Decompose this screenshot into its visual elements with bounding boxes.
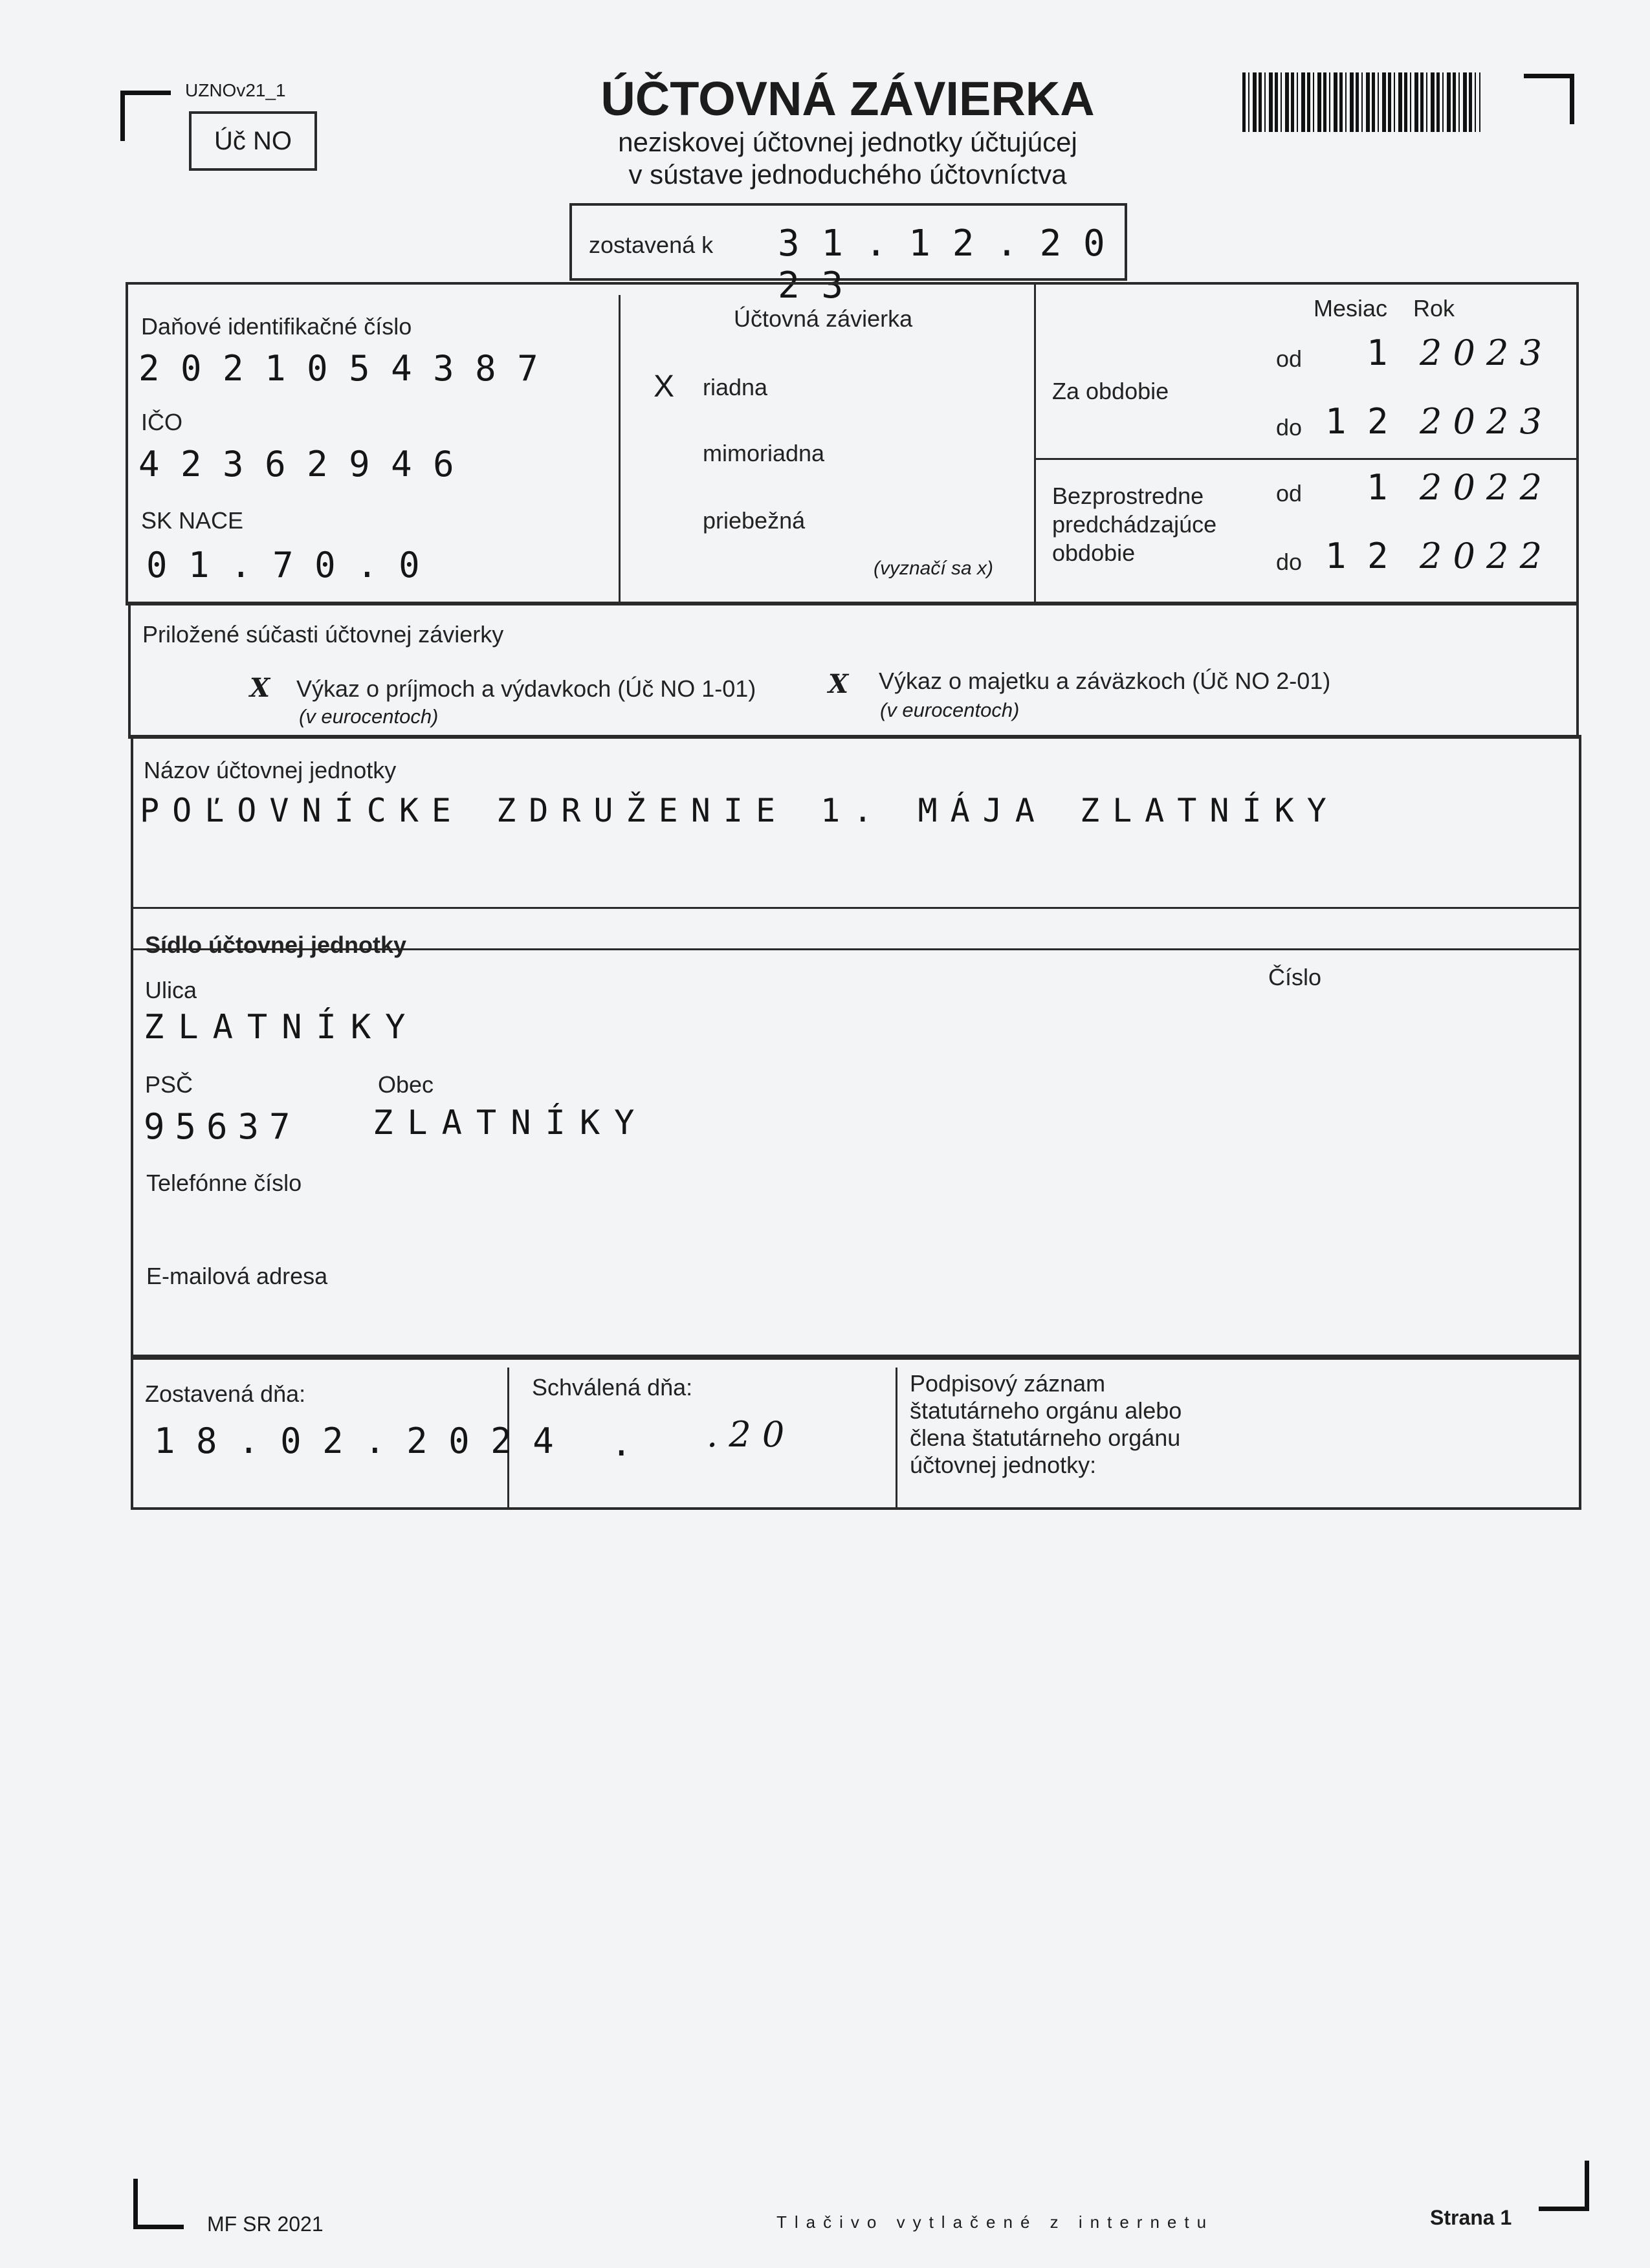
nace-label: SK NACE <box>141 507 244 534</box>
town-label: Obec <box>378 1071 434 1098</box>
divider <box>619 295 621 604</box>
email-label: E-mailová adresa <box>146 1263 328 1289</box>
corner-mark-bottom-left <box>133 2179 184 2229</box>
previous-to-label: do <box>1276 549 1303 575</box>
entity-name-label: Názov účtovnej jednotky <box>144 757 397 783</box>
page-title: ÚČTOVNÁ ZÁVIERKA <box>600 72 1095 125</box>
form-code: UZNOv21_1 <box>185 80 286 100</box>
statement-type-mimoriadna: mimoriadna <box>703 440 825 466</box>
town-value[interactable]: ZLATNÍKY <box>373 1104 649 1142</box>
previous-from-label: od <box>1276 480 1303 507</box>
form-type-badge <box>189 111 317 171</box>
street-value[interactable]: ZLATNÍKY <box>144 1008 420 1047</box>
signature-label-3: člena štatutárneho orgánu <box>910 1424 1181 1451</box>
compiled-date-label: Zostavená dňa: <box>145 1380 306 1407</box>
compiled-to-value[interactable]: 3 1 . 1 2 . 2 0 2 3 <box>778 223 1105 307</box>
signature-label-2: štatutárneho orgánu alebo <box>910 1397 1182 1424</box>
attachment-income-label: Výkaz o príjmoch a výdavkoch (Úč NO 1-01) <box>296 675 756 702</box>
current-from-year[interactable]: 2 0 2 3 <box>1420 333 1542 373</box>
street-label: Ulica <box>145 977 197 1003</box>
approved-date-label: Schválená dňa: <box>532 1374 693 1401</box>
current-to-month[interactable]: 1 2 <box>1325 401 1389 442</box>
statement-type-riadna: riadna <box>703 374 768 400</box>
page-subtitle-2: v sústave jednoduchého účtovníctva <box>628 159 1067 190</box>
divider <box>132 907 1580 909</box>
dic-label: Daňové identifikačné číslo <box>141 313 412 340</box>
current-to-year[interactable]: 2 0 2 3 <box>1420 401 1542 442</box>
signature-label-1: Podpisový záznam <box>910 1370 1106 1397</box>
previous-from-year[interactable]: 2 0 2 2 <box>1420 467 1542 508</box>
seat-label: Sídlo účtovnej jednotky <box>145 932 407 958</box>
attachments-label: Priložené súčasti účtovnej závierky <box>142 621 504 648</box>
attachment-income-unit: (v eurocentoch) <box>299 705 439 728</box>
corner-mark-bottom-right <box>1539 2161 1589 2211</box>
statement-type-note: (vyznačí sa x) <box>874 558 994 579</box>
previous-period-label-3: obdobie <box>1052 540 1136 566</box>
previous-to-month[interactable]: 1 2 <box>1325 536 1389 576</box>
compiled-to-label: zostavená k <box>589 232 714 258</box>
footer-left: MF SR 2021 <box>207 2212 324 2236</box>
nace-value[interactable]: 0 1 . 7 0 . 0 <box>146 545 420 585</box>
statement-type-priebezna: priebežná <box>703 507 806 534</box>
divider <box>1034 285 1036 604</box>
divider <box>1034 458 1578 460</box>
entity-name-value[interactable]: POĽOVNÍCKE ZDRUŽENIE 1. MÁJA ZLATNÍKY <box>140 792 1339 829</box>
dic-value[interactable]: 2 0 2 1 0 5 4 3 8 7 <box>138 348 538 389</box>
signature-label-4: účtovnej jednotky: <box>910 1452 1097 1478</box>
ico-value[interactable]: 4 2 3 6 2 9 4 6 <box>138 444 454 485</box>
corner-mark-top-left <box>120 91 171 141</box>
barcode <box>1242 72 1480 132</box>
divider <box>896 1368 897 1509</box>
compiled-date-value[interactable]: 1 8 . 0 2 . 2 0 2 4 <box>154 1421 554 1461</box>
corner-mark-top-right <box>1524 74 1574 124</box>
footer-right: Strana 1 <box>1430 2206 1512 2229</box>
current-period-label: Za obdobie <box>1052 378 1169 404</box>
attachment-assets-label: Výkaz o majetku a záväzkoch (Úč NO 2-01) <box>879 668 1331 694</box>
footer-center: Tlačivo vytlačené z internetu <box>776 2212 1215 2232</box>
psc-label: PSČ <box>145 1071 193 1098</box>
month-header: Mesiac <box>1314 295 1388 322</box>
previous-period-label-2: predchádzajúce <box>1052 511 1217 538</box>
attachment-assets-unit: (v eurocentoch) <box>880 699 1020 721</box>
attachment-mark-income[interactable]: X <box>250 673 270 703</box>
number-label: Číslo <box>1268 964 1322 990</box>
phone-label: Telefónne číslo <box>146 1170 302 1196</box>
current-from-month[interactable]: 1 <box>1367 333 1388 373</box>
current-to-label: do <box>1276 414 1303 441</box>
statement-type-mark-riadna[interactable]: X <box>654 369 675 404</box>
attachment-mark-assets[interactable]: X <box>828 669 849 699</box>
previous-to-year[interactable]: 2 0 2 2 <box>1420 536 1542 576</box>
page-subtitle-1: neziskovej účtovnej jednotky účtujúcej <box>618 127 1077 157</box>
approved-date-dot[interactable]: . <box>611 1423 632 1464</box>
previous-period-label-1: Bezprostredne <box>1052 483 1204 509</box>
year-header: Rok <box>1413 295 1455 322</box>
previous-from-month[interactable]: 1 <box>1367 467 1388 508</box>
psc-value[interactable]: 95637 <box>144 1106 301 1147</box>
approved-date-value[interactable]: . 2 0 <box>707 1414 785 1455</box>
ico-label: IČO <box>141 409 183 435</box>
form-type-label: Úč NO <box>214 126 292 155</box>
statement-type-label: Účtovná závierka <box>734 305 913 332</box>
compiled-to-box <box>569 203 1127 307</box>
current-from-label: od <box>1276 345 1303 372</box>
